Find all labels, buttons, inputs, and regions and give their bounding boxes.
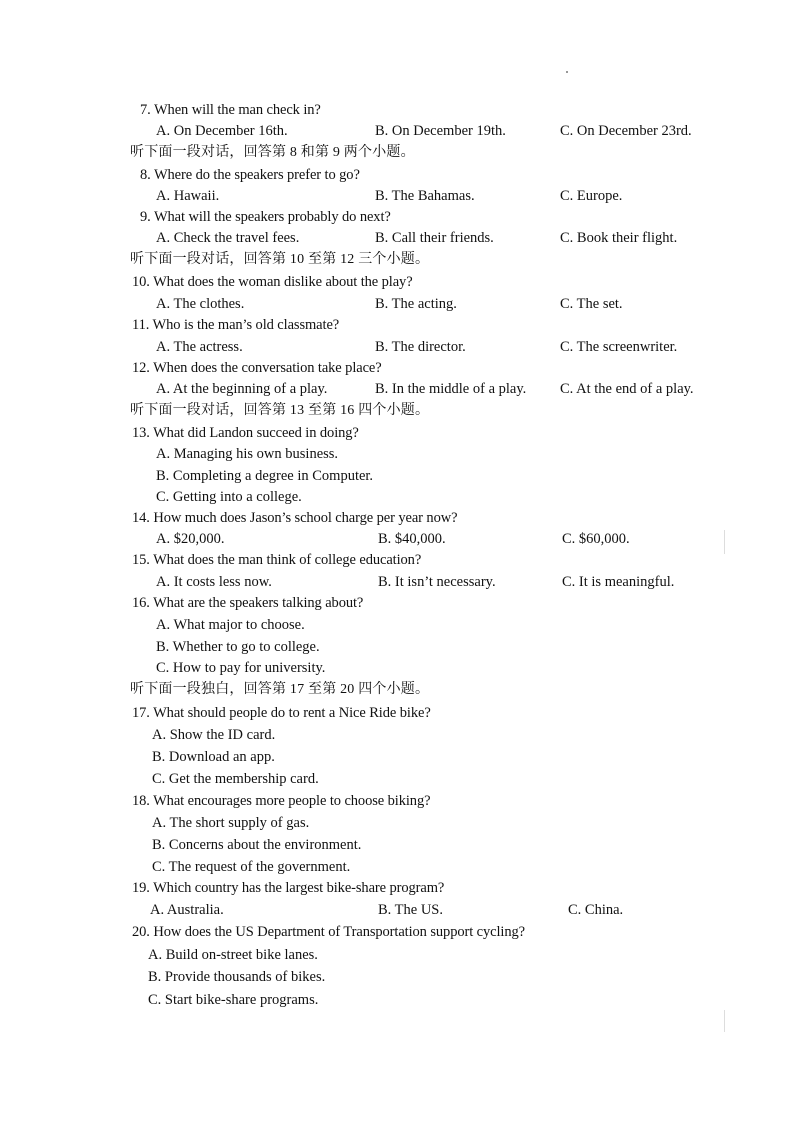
question-7 (140, 100, 321, 120)
question-13: 13. What did Landon succeed in doing? (132, 425, 359, 441)
option-15c: C. It is meaningful. (562, 574, 675, 590)
option-14b: B. $40,000. (378, 531, 446, 547)
question-16: 16. What are the speakers talking about? (132, 595, 364, 611)
option-16c: C. How to pay for university. (156, 660, 326, 676)
option-17b: B. Download an app. (152, 749, 275, 765)
option-13c: C. Getting into a college. (156, 489, 302, 505)
option-17a: A. Show the ID card. (152, 727, 276, 743)
question-19: 19. Which country has the largest bike-share program? (132, 880, 445, 896)
section-instruction-3: 听下面一段对话，回答第 13 至第 16 四个小题。 (130, 403, 430, 418)
question-9: 9. What will the speakers probably do next? (140, 209, 391, 225)
question-18: 18. What encourages more people to choose biking? (132, 793, 431, 809)
option-16b: B. Whether to go to college. (156, 639, 320, 655)
option-11a: A. The actress. (156, 339, 243, 355)
option-15a: A. It costs less now. (156, 574, 272, 590)
question-11: 11. Who is the man’s old classmate? (132, 317, 340, 333)
option-18b: B. Concerns about the environment. (152, 837, 362, 853)
option-10c: C. The set. (560, 296, 623, 312)
question-20: 20. How does the US Department of Transportation support cycling? (132, 924, 526, 940)
option-11b: B. The director. (375, 339, 466, 355)
option-14a: A. $20,000. (156, 531, 225, 547)
question-12: 12. When does the conversation take place? (132, 360, 382, 376)
option-10a: A. The clothes. (156, 296, 245, 312)
option-13b: B. Completing a degree in Computer. (156, 468, 374, 484)
question-15: 15. What does the man think of college education? (132, 552, 422, 568)
option-12b: B. In the middle of a play. (375, 381, 527, 397)
option-7b: B. On December 19th. (375, 123, 506, 139)
option-15b: B. It isn’t necessary. (378, 574, 496, 590)
option-20a: A. Build on-street bike lanes. (148, 947, 318, 963)
question-14: 14. How much does Jason’s school charge per year now? (132, 510, 458, 526)
scan-edge-mark (724, 530, 725, 554)
question-number: 7. (140, 102, 151, 118)
option-8b: B. The Bahamas. (375, 188, 475, 204)
option-7c: C. On December 23rd. (560, 123, 692, 139)
option-19c: C. China. (568, 902, 624, 918)
option-12a: A. At the beginning of a play. (156, 381, 328, 397)
option-11c: C. The screenwriter. (560, 339, 678, 355)
option-9a: A. Check the travel fees. (156, 230, 300, 246)
scan-edge-mark (724, 1010, 725, 1032)
option-8c: C. Europe. (560, 188, 623, 204)
scan-speck (566, 71, 568, 73)
section-instruction-2: 听下面一段对话，回答第 10 至第 12 三个小题。 (130, 252, 430, 267)
option-18c: C. The request of the government. (152, 859, 351, 875)
option-19b: B. The US. (378, 902, 443, 918)
section-instruction-1: 听下面一段对话，回答第 8 和第 9 两个小题。 (130, 145, 415, 160)
section-instruction-4: 听下面一段独白，回答第 17 至第 20 四个小题。 (130, 682, 430, 697)
option-13a: A. Managing his own business. (156, 446, 339, 462)
option-14c: C. $60,000. (562, 531, 630, 547)
option-10b: B. The acting. (375, 296, 457, 312)
question-17: 17. What should people do to rent a Nice Ride bike? (132, 705, 431, 721)
option-20b: B. Provide thousands of bikes. (148, 969, 326, 985)
option-19a: A. Australia. (150, 902, 224, 918)
question-text: When will the man check in? (153, 102, 321, 118)
option-9b: B. Call their friends. (375, 230, 494, 246)
question-8: 8. Where do the speakers prefer to go? (140, 167, 360, 183)
option-17c: C. Get the membership card. (152, 771, 319, 787)
option-7a: A. On December 16th. (156, 123, 288, 139)
option-8a: A. Hawaii. (156, 188, 220, 204)
option-12c: C. At the end of a play. (560, 381, 694, 397)
question-10: 10. What does the woman dislike about the play? (132, 274, 413, 290)
option-18a: A. The short supply of gas. (152, 815, 310, 831)
option-9c: C. Book their flight. (560, 230, 678, 246)
option-20c: C. Start bike-share programs. (148, 992, 319, 1008)
option-16a: A. What major to choose. (156, 617, 305, 633)
